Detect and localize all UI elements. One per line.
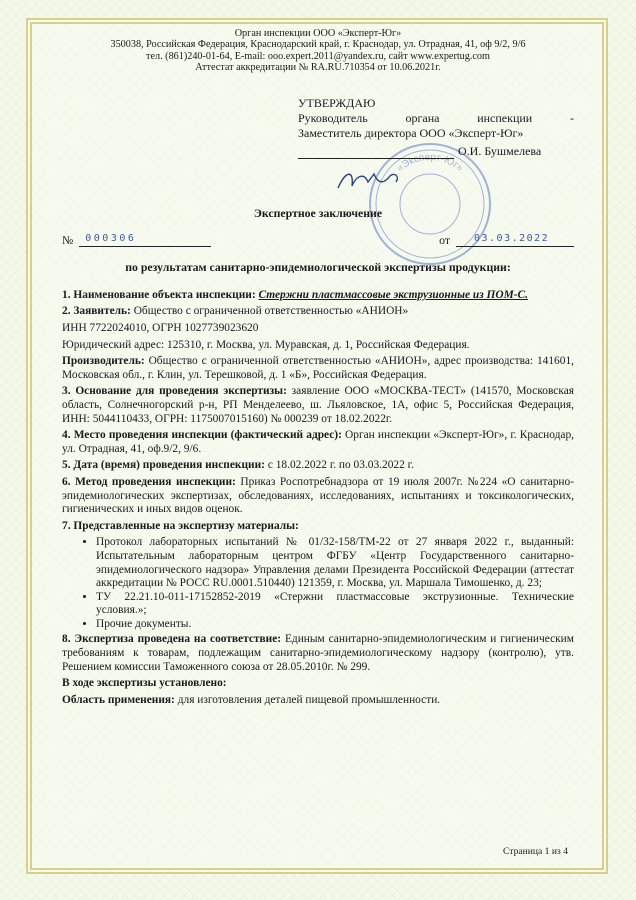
document-number-row [62, 232, 574, 247]
page-number: Страница 1 из 4 [502, 846, 568, 857]
document-content [62, 28, 574, 710]
applicant-ids: ИНН 7722024010, ОГРН 1027739023620 [62, 322, 259, 334]
org-name: Орган инспекции ООО «Эксперт-Юг» [234, 28, 402, 39]
section-6: 6. Метод проведения инспекции: Приказ Роспотребнадзора от 19 июля 2007г. №224 «О санитарно-эпидемиологических экспертизах, обследованиях, исследованиях, испытаниях и токсикологических, гигиенических и иных видов оценок. [62, 475, 574, 516]
org-contacts: тел. (861)240-01-64, E-mail: ooo.expert.2011@yandex.ru, сайт www.expertug.com [146, 50, 490, 62]
date-label: от [439, 232, 450, 247]
number-label: № [62, 232, 74, 247]
approver-name: О.И. Бушмелева [458, 143, 542, 158]
findings-heading: В ходе экспертизы установлено: [62, 677, 227, 690]
document-title: Экспертное заключение [253, 205, 383, 220]
approval-title: УТВЕРЖДАЮ [298, 95, 376, 110]
approval-signature-row [298, 141, 574, 159]
applicant: Общество с ограниченной ответственностью «АНИОН» [133, 305, 409, 318]
section-2: 2. Заявитель: Общество с ограниченной ответственностью «АНИОН» [62, 305, 409, 318]
section-1: 1. Наименование объекта инспекции: Стержни пластмассовые экструзионные из ПОМ-С. [62, 288, 528, 301]
materials-list [62, 536, 574, 631]
org-accreditation: Аттестат аккредитации № RA.RU.710354 от 10.06.2021г. [195, 62, 441, 74]
document-number: 000306 [85, 232, 137, 244]
organization-header [62, 28, 574, 74]
section-4: 4. Место проведения инспекции (фактический адрес): Орган инспекции «Эксперт-Юг», г. Краснодар, ул. Отрадная, 41, оф.9/2, 9/6. [62, 429, 574, 455]
approval-deputy: Заместитель директора ООО «Эксперт-Юг» [298, 125, 524, 140]
org-address: 350038, Российская Федерация, Краснодарский край, г. Краснодар, ул. Отрадная, 41, оф 9/2, 9/6 [110, 39, 526, 51]
applicant-address: Юридический адрес: 125310, г. Москва, ул. Муравская, д. 1, Российская Федерация. [62, 338, 470, 351]
list-item: • ТУ 22.21.10-011-17152852-2019 «Стержни пластмассовые экструзионные. Технические условия.»; [96, 591, 574, 618]
inspection-object: Стержни пластмассовые экструзионные из ПОМ-С. [258, 288, 528, 301]
section-8: 8. Экспертиза проведена на соответствие: Единым санитарно-эпидемиологическим и гигиеническим требованиям к товарам, подлежащим санитарно-эпидемиологическому надзору (контролю), утв. Решением комиссии Таможенного союза от 28.05.2010г. № 299. [62, 633, 574, 673]
list-item: • Прочие документы. [96, 618, 574, 632]
approval-position: Руководитель органа инспекции - [298, 110, 574, 125]
section-3: 3. Основание для проведения экспертизы: заявление ООО «МОСКВА-ТЕСТ» (141570, Московская область, Солнечногорский р-н, РП Менделеево, ш. Льяловское, 1А, офис 5, Российская Федерация, ИНН: 5044110433, ОГРН: 1175007015160) № 000239 от 18.02.2022г. [62, 385, 574, 425]
signature-line [298, 144, 454, 159]
section-5: 5. Дата (время) проведения инспекции: с 18.02.2022 г. по 03.03.2022 г. [62, 459, 414, 472]
scope: Область применения: для изготовления деталей пищевой промышленности. [62, 693, 441, 706]
document-subtitle: по результатам санитарно-эпидемиологической экспертизы продукции: [125, 260, 511, 275]
approval-block [298, 96, 574, 159]
stamp-text: «Эксперт-Юг» [394, 151, 466, 175]
section-7: 7. Представленные на экспертизу материалы: [62, 519, 299, 532]
list-item: • Протокол лабораторных испытаний № 01/32-158/ТМ-22 от 27 января 2022 г., выданный: Испытательным лабораторным центром ФГБУ «Центр Государственного санитарно-эпидемиологического надзора» Управления делами Президента Российской Федерации (аттестат аккредитации № РОСС RU.0001.510440) 121359, г. Москва, ул. Маршала Тимошенко, д. 23; [96, 536, 574, 590]
producer: Производитель: Общество с ограниченной ответственностью «АНИОН», адрес производства: 141601, Московская обл., г. Клин, ул. Терешковой, д. 1 «Б», Российская Федерация. [62, 355, 574, 381]
document-date: 03.03.2022 [474, 232, 550, 244]
